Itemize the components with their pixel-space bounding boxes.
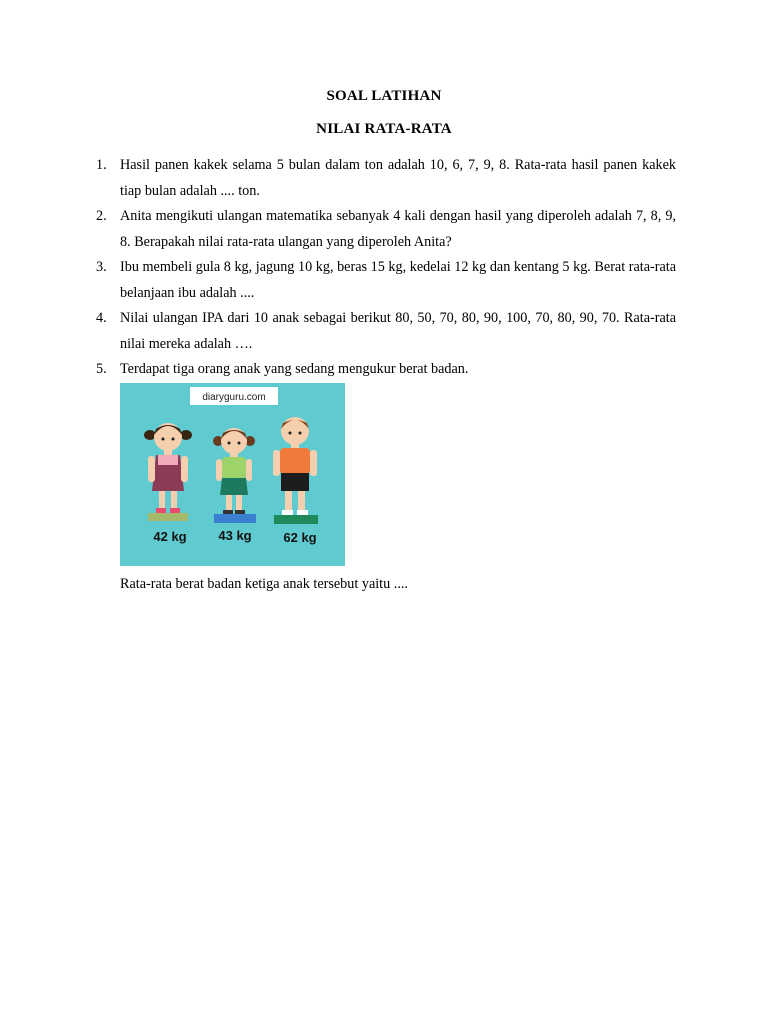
question-text: Hasil panen kakek selama 5 bulan dalam ton adalah 10, 6, 7, 9, 8. Rata-rata hasil panen kakek tiap bulan adalah .... ton.: [120, 157, 676, 199]
question-5-followup: Rata-rata berat badan ketiga anak tersebut yaitu ....: [120, 576, 408, 592]
question-number: 3.: [96, 259, 107, 275]
question-text: Anita mengikuti ulangan matematika sebanyak 4 kali dengan hasil yang diperoleh adalah 7, 8, 9, 8. Berapakah nilai rata-rata ulangan yang diperoleh Anita?: [120, 208, 676, 250]
question-text: Ibu membeli gula 8 kg, jagung 10 kg, beras 15 kg, kedelai 12 kg dan kentang 5 kg. Berat rata-rata belanjaan ibu adalah ....: [120, 259, 676, 301]
question-item: [96, 306, 676, 357]
question-item: [96, 204, 676, 255]
illustration-svg: [120, 383, 345, 566]
question-item: [96, 357, 676, 383]
girl-left-figure: [144, 423, 192, 513]
scale-right: [274, 515, 318, 524]
document-subtitle: NILAI RATA-RATA: [316, 121, 452, 137]
question-number: 2.: [96, 208, 107, 224]
question-text: Terdapat tiga orang anak yang sedang mengukur berat badan.: [120, 361, 469, 377]
girl-middle-figure: [213, 428, 255, 514]
watermark-text: diaryguru.com: [202, 392, 266, 403]
question-number: 4.: [96, 310, 107, 326]
scale-left: [148, 513, 188, 521]
question-item: [96, 153, 676, 204]
weight-label-right: 62 kg: [283, 530, 317, 545]
children-weighing-illustration: [120, 383, 345, 566]
question-number: 1.: [96, 157, 107, 173]
weight-label-left: 42 kg: [153, 529, 187, 544]
question-item: [96, 255, 676, 306]
question-text: Nilai ulangan IPA dari 10 anak sebagai berikut 80, 50, 70, 80, 90, 100, 70, 80, 90, 70. Rata-rata nilai mereka adalah ….: [120, 310, 676, 352]
scale-middle: [214, 514, 256, 523]
document-title: SOAL LATIHAN: [326, 88, 442, 104]
question-number: 5.: [96, 361, 107, 377]
weight-label-middle: 43 kg: [218, 528, 252, 543]
question-list: [96, 153, 676, 383]
boy-right-figure: [273, 417, 317, 515]
